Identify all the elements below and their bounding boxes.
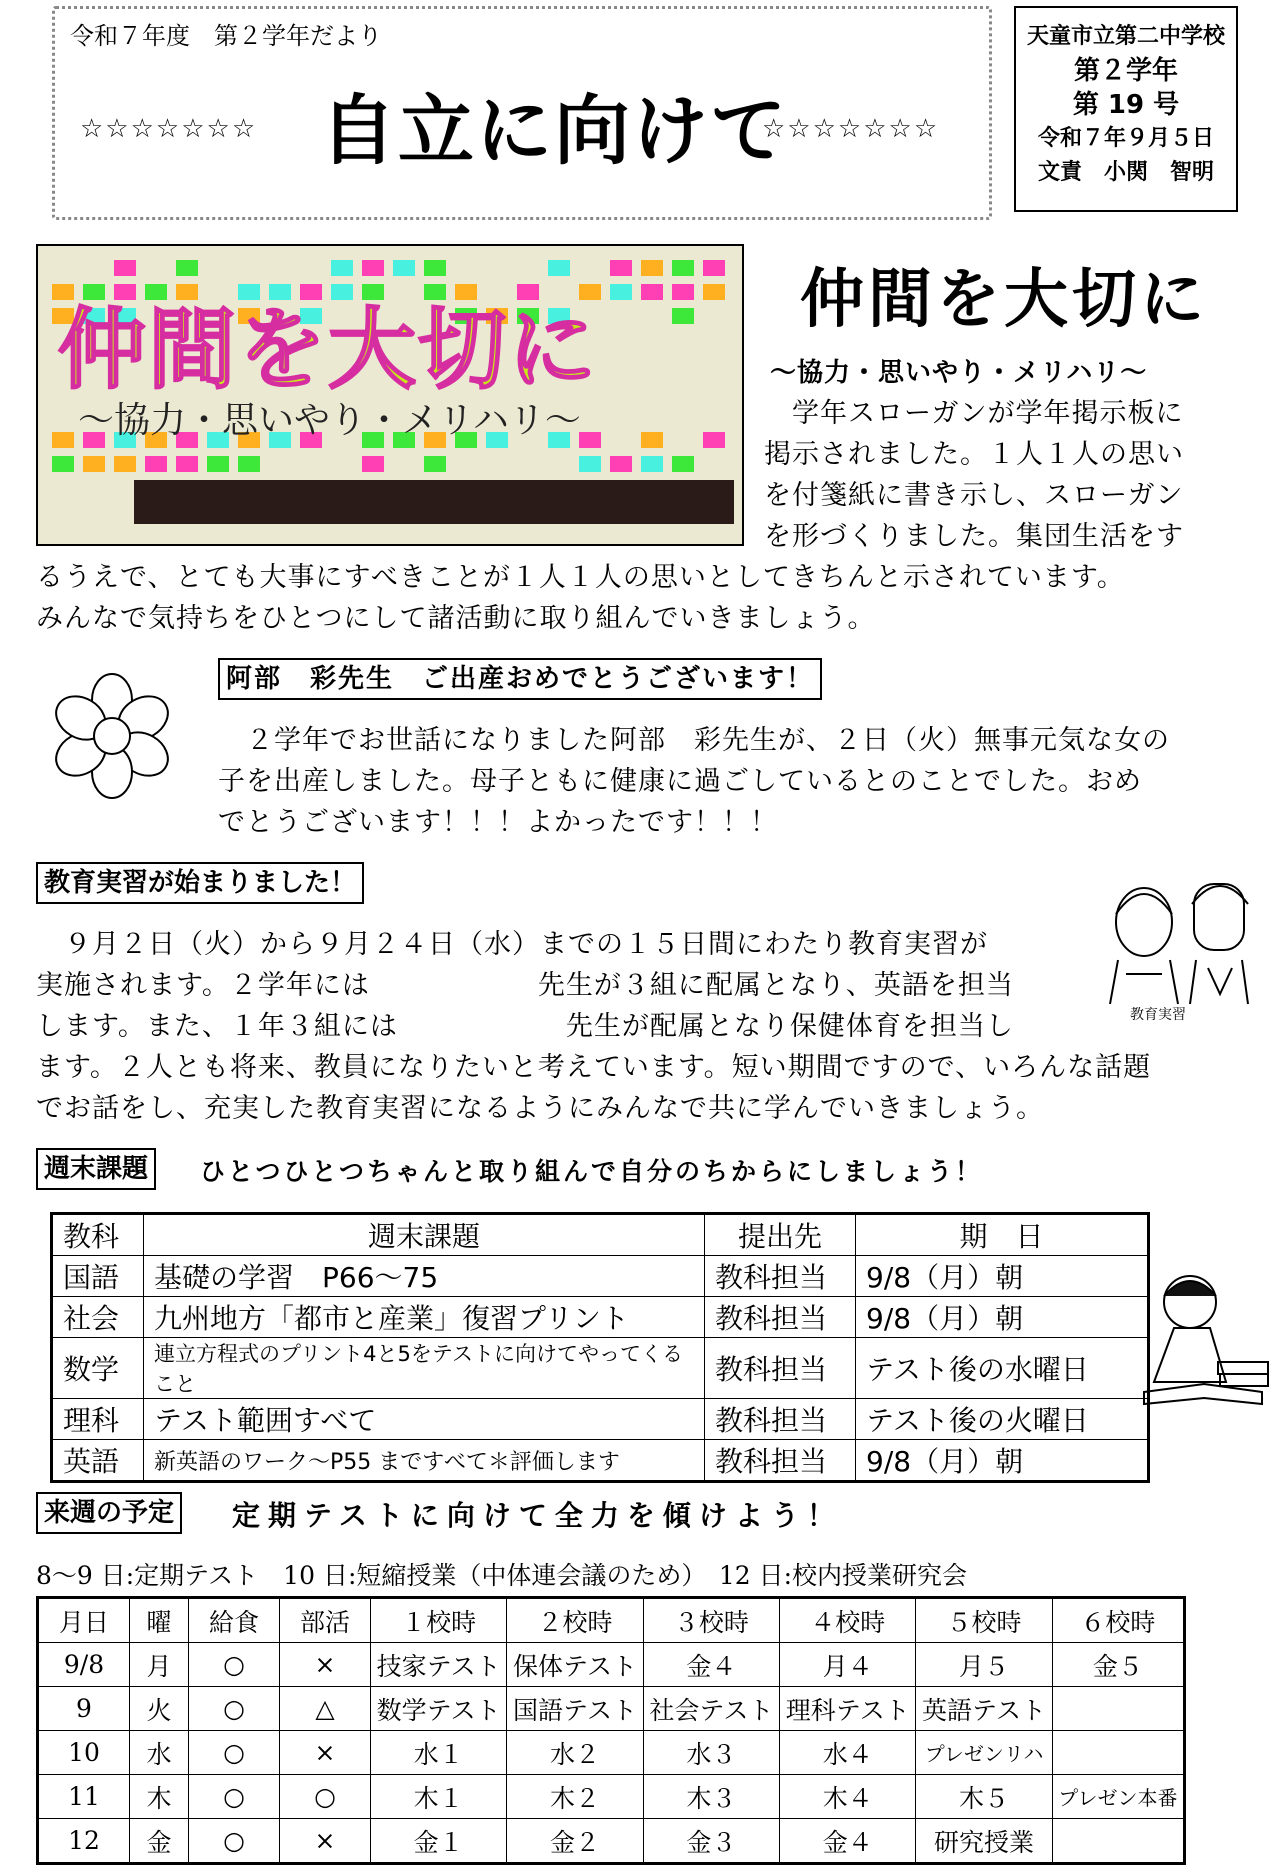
table-cell: ○ [189,1819,280,1864]
sticky-note [672,260,694,276]
submit-to-cell: 教科担当 [705,1440,856,1482]
slogan-line: を形づくりました。集団生活をす [764,521,1184,552]
due-cell: テスト後の水曜日 [856,1338,1149,1399]
table-cell: 水 [130,1731,189,1775]
sticky-note [672,284,694,300]
sticky-note [176,260,198,276]
table-cell: 理科テスト [780,1687,916,1731]
sticky-note [52,456,74,472]
table-header-row [38,1598,1185,1643]
sticky-note [362,260,384,276]
submit-to-cell: 教科担当 [705,1256,856,1297]
sticky-note [362,456,384,472]
table-cell: 技家テスト [371,1643,507,1687]
table-cell: △ [280,1687,371,1731]
table-cell: 月５ [916,1643,1052,1687]
issue-line: 令和７年度 第２学年だより [70,22,382,50]
grade-label: 第２学年 [1073,56,1178,86]
sticky-note [641,456,663,472]
column-header: 曜 [130,1598,189,1643]
table-row [38,1643,1185,1687]
column-header: １校時 [371,1598,507,1643]
sticky-note [641,260,663,276]
table-row [38,1687,1185,1731]
sticky-note [703,284,725,300]
next-week-tagline: 定期テストに向けて全力を傾けよう！ [232,1499,843,1532]
sticky-note [424,456,446,472]
task-cell: 基礎の学習 P66〜75 [144,1256,705,1297]
table-row [52,1399,1149,1440]
sticky-note [145,456,167,472]
due-cell: テスト後の火曜日 [856,1399,1149,1440]
weekend-tagline: ひとつひとつちゃんと取り組んで自分のちからにしましょう！ [200,1157,984,1186]
illustration-label: 教育実習 [1130,1007,1186,1023]
congrats-heading: 阿部 彩先生 ご出産おめでとうございます！ [218,658,822,700]
sticky-note [579,432,601,448]
next-week-heading: 来週の予定 [36,1492,182,1534]
slogan-line: るうえで、とても大事にすべきことが１人１人の思いとしてきちんと示されています。 [36,562,1125,593]
sticky-note [610,456,632,472]
subject-cell: 社会 [52,1297,144,1338]
table-cell: 水１ [371,1731,507,1775]
sticky-note [83,456,105,472]
table-cell: 金４ [643,1643,779,1687]
table-cell: 金３ [643,1819,779,1864]
table-cell: プレゼン本番 [1052,1775,1184,1819]
table-cell: 9/8 [38,1643,130,1687]
column-header: ６校時 [1052,1598,1184,1643]
congrats-body [218,720,1170,843]
table-cell: 9 [38,1687,130,1731]
sticky-note [114,260,136,276]
table-cell: 11 [38,1775,130,1819]
table-row [52,1256,1149,1297]
practicum-line: でお話をし、充実した教育実習になるようにみんなで共に学んでいきましょう。 [36,1093,1044,1124]
table-cell: × [280,1643,371,1687]
sticky-note [52,432,74,448]
sticky-note [610,284,632,300]
table-cell: 金 [130,1819,189,1864]
table-cell: 火 [130,1687,189,1731]
schedule-note: 8〜9 日:定期テスト 10 日:短縮授業（中体連会議のため） 12 日:校内授業研究会 [36,1561,968,1590]
task-cell: 九州地方「都市と産業」復習プリント [144,1297,705,1338]
issue-number: 第 19 号 [1072,90,1180,120]
column-header: ４校時 [780,1598,916,1643]
table-row [52,1440,1149,1482]
table-cell: 国語テスト [507,1687,643,1731]
practicum-line: ます。２人とも将来、教員になりたいと考えています。短い期間ですので、いろんな話題 [36,1052,1152,1083]
sticky-note [548,260,570,276]
issue-date: 令和７年９月５日 [1037,126,1214,151]
table-cell [1052,1731,1184,1775]
slogan-heading: 仲間を大切に [800,263,1208,337]
slogan-line: みんなで気持ちをひとつにして諸活動に取り組んでいきましょう。 [36,603,876,634]
sticky-note [393,260,415,276]
due-cell: 9/8（月）朝 [856,1440,1149,1482]
weekly-schedule-table [36,1596,1186,1865]
banner-text: 仲間を大切に [58,298,599,401]
table-cell [1052,1687,1184,1731]
table-cell: 社会テスト [643,1687,779,1731]
table-cell: 金２ [507,1819,643,1864]
slogan-line: を付箋紙に書き示し、スローガン [764,480,1184,511]
table-row [38,1775,1185,1819]
table-cell: プレゼンリハ [916,1731,1052,1775]
congrats-line: でとうございます！！！よかったです！！！ [218,807,778,838]
sticky-note [331,260,353,276]
subject-cell: 国語 [52,1256,144,1297]
table-cell: 木４ [780,1775,916,1819]
practicum-heading: 教育実習が始まりました！ [36,862,364,904]
table-cell: ○ [189,1643,280,1687]
issue-author: 文責 小関 智明 [1037,160,1214,185]
column-header: 期 日 [856,1214,1149,1256]
table-cell: ○ [280,1775,371,1819]
slogan-body-full [36,557,1125,639]
sticky-note [114,456,136,472]
table-cell: 12 [38,1819,130,1864]
subject-cell: 数学 [52,1338,144,1399]
congrats-line: ２学年でお世話になりました阿部 彩先生が、２日（火）無事元気な女の [218,725,1170,756]
table-cell: ○ [189,1687,280,1731]
subject-cell: 英語 [52,1440,144,1482]
reading-student-illustration [1134,1262,1274,1432]
congrats-line: 子を出産しました。母子ともに健康に過ごしているとのことでした。おめ [218,766,1142,797]
stars-right: ☆☆☆☆☆☆☆ [762,114,940,144]
submit-to-cell: 教科担当 [705,1399,856,1440]
sticky-note [424,260,446,276]
table-row [38,1731,1185,1775]
table-cell: 数学テスト [371,1687,507,1731]
sticky-note [641,432,663,448]
table-cell: 木 [130,1775,189,1819]
issue-info-box [1014,6,1238,212]
practicum-line: します。また、１年３組には 先生が配属となり保健体育を担当し [36,1011,1014,1042]
due-cell: 9/8（月）朝 [856,1256,1149,1297]
slogan-line: 掲示されました。１人１人の思い [764,439,1184,470]
table-row [52,1338,1149,1399]
column-header: 給食 [189,1598,280,1643]
sticky-note [176,456,198,472]
table-cell: 金４ [780,1819,916,1864]
submit-to-cell: 教科担当 [705,1338,856,1399]
table-cell: 月 [130,1643,189,1687]
table-cell: 水２ [507,1731,643,1775]
sticky-note [672,308,694,324]
column-header: ５校時 [916,1598,1052,1643]
sticky-note [703,432,725,448]
table-cell: 水３ [643,1731,779,1775]
table-cell: 木３ [643,1775,779,1819]
column-header: ３校時 [643,1598,779,1643]
table-row [38,1819,1185,1864]
sticky-note [641,284,663,300]
table-cell: 木１ [371,1775,507,1819]
column-header: 提出先 [705,1214,856,1256]
table-cell: 水４ [780,1731,916,1775]
table-cell: 金５ [1052,1643,1184,1687]
sticky-note [579,456,601,472]
subject-cell: 理科 [52,1399,144,1440]
column-header: 教科 [52,1214,144,1256]
submit-to-cell: 教科担当 [705,1297,856,1338]
weekend-task-table [50,1212,1150,1483]
banner-subtext: 〜協力・思いやり・メリハリ〜 [78,400,581,441]
flower-icon [52,672,172,802]
practicum-line: ９月２日（火）から９月２４日（水）までの１５日間にわたり教育実習が [36,929,988,960]
table-cell: 研究授業 [916,1819,1052,1864]
stars-left: ☆☆☆☆☆☆☆ [80,114,258,144]
table-cell: × [280,1731,371,1775]
due-cell: 9/8（月）朝 [856,1297,1149,1338]
board-shelf [134,480,734,524]
column-header: 月日 [38,1598,130,1643]
task-cell: 新英語のワーク〜P55 まですべて＊評価します [144,1440,705,1482]
table-cell: 保体テスト [507,1643,643,1687]
table-cell [1052,1819,1184,1864]
table-cell: 金１ [371,1819,507,1864]
sticky-note [672,456,694,472]
school-name: 天童市立第二中学校 [1026,24,1225,49]
slogan-body-right [764,393,1184,557]
column-header: 週末課題 [144,1214,705,1256]
table-header-row [52,1214,1149,1256]
table-cell: ○ [189,1731,280,1775]
task-cell: 連立方程式のプリント4と5をテストに向けてやってくること [144,1338,705,1399]
slogan-board-photo [36,244,744,546]
sticky-note [610,260,632,276]
task-cell: テスト範囲すべて [144,1399,705,1440]
slogan-line: 学年スローガンが学年掲示板に [764,398,1184,429]
table-cell: 木５ [916,1775,1052,1819]
table-cell: × [280,1819,371,1864]
table-cell: 10 [38,1731,130,1775]
table-cell: 英語テスト [916,1687,1052,1731]
sticky-note [703,260,725,276]
slogan-subheading: 〜協力・思いやり・メリハリ〜 [770,358,1148,388]
sticky-note [207,456,229,472]
sticky-note [238,456,260,472]
newsletter-title: 自立に向けて [320,86,788,175]
table-cell: ○ [189,1775,280,1819]
practicum-line: 実施されます。２学年には 先生が３組に配属となり、英語を担当 [36,970,1014,1001]
practicum-body [36,924,1151,1129]
table-cell: 月４ [780,1643,916,1687]
table-row [52,1297,1149,1338]
column-header: 部活 [280,1598,371,1643]
column-header: ２校時 [507,1598,643,1643]
weekend-heading: 週末課題 [36,1148,156,1190]
table-cell: 木２ [507,1775,643,1819]
